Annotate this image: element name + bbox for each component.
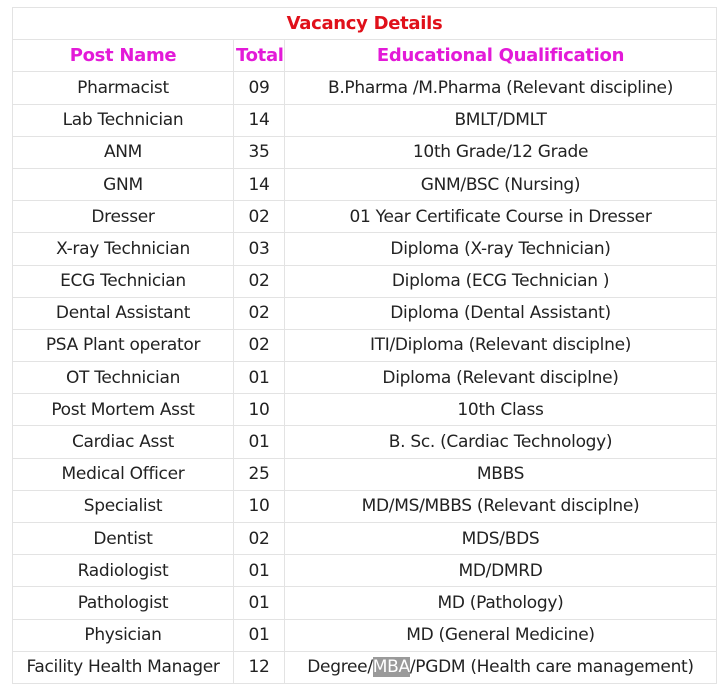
qualification-cell: B. Sc. (Cardiac Technology) — [285, 426, 717, 458]
qualification-cell: B.Pharma /M.Pharma (Relevant discipline) — [285, 72, 717, 104]
post-name-cell: Pathologist — [13, 587, 234, 619]
table-row — [13, 72, 717, 104]
total-cell: 10 — [234, 394, 285, 426]
qualification-text-part: Degree/ — [307, 657, 373, 678]
total-cell: 02 — [234, 201, 285, 233]
post-name-cell: Dresser — [13, 201, 234, 233]
qualification-text-part: /PGDM (Health care management) — [409, 657, 694, 678]
post-name-cell: Radiologist — [13, 555, 234, 587]
header-qualification: Educational Qualification — [285, 40, 717, 72]
table-row — [13, 651, 717, 683]
post-name-cell: Specialist — [13, 490, 234, 522]
total-cell: 09 — [234, 72, 285, 104]
qualification-cell: BMLT/DMLT — [285, 104, 717, 136]
total-cell: 25 — [234, 458, 285, 490]
total-cell: 02 — [234, 523, 285, 555]
post-name-cell: X-ray Technician — [13, 233, 234, 265]
qualification-cell: MD/MS/MBBS (Relevant disciplne) — [285, 490, 717, 522]
qualification-cell: ITI/Diploma (Relevant disciplne) — [285, 329, 717, 361]
table-row — [13, 587, 717, 619]
qualification-cell: Diploma (ECG Technician ) — [285, 265, 717, 297]
header-row — [13, 40, 717, 72]
table-row — [13, 394, 717, 426]
post-name-cell: Physician — [13, 619, 234, 651]
table-row — [13, 104, 717, 136]
table-row — [13, 168, 717, 200]
table-row — [13, 523, 717, 555]
total-cell: 35 — [234, 136, 285, 168]
post-name-cell: ANM — [13, 136, 234, 168]
table-row — [13, 329, 717, 361]
post-name-cell: Post Mortem Asst — [13, 394, 234, 426]
total-cell: 10 — [234, 490, 285, 522]
table-row — [13, 265, 717, 297]
total-cell: 12 — [234, 651, 285, 683]
qualification-cell: 10th Grade/12 Grade — [285, 136, 717, 168]
total-cell: 02 — [234, 265, 285, 297]
title-row — [13, 8, 717, 40]
post-name-cell: Medical Officer — [13, 458, 234, 490]
post-name-cell: Lab Technician — [13, 104, 234, 136]
table-row — [13, 136, 717, 168]
qualification-cell: GNM/BSC (Nursing) — [285, 168, 717, 200]
total-cell: 02 — [234, 297, 285, 329]
qualification-cell: MBBS — [285, 458, 717, 490]
table-title: Vacancy Details — [13, 8, 717, 40]
qualification-cell: MD (General Medicine) — [285, 619, 717, 651]
table-row — [13, 619, 717, 651]
post-name-cell: Pharmacist — [13, 72, 234, 104]
total-cell: 01 — [234, 587, 285, 619]
table-row — [13, 233, 717, 265]
vacancy-table — [12, 7, 717, 684]
table-row — [13, 458, 717, 490]
post-name-cell: GNM — [13, 168, 234, 200]
post-name-cell: Dentist — [13, 523, 234, 555]
total-cell: 14 — [234, 104, 285, 136]
total-cell: 03 — [234, 233, 285, 265]
total-cell: 01 — [234, 619, 285, 651]
qualification-cell: Diploma (X-ray Technician) — [285, 233, 717, 265]
table-row — [13, 362, 717, 394]
post-name-cell: Facility Health Manager — [13, 651, 234, 683]
post-name-cell: ECG Technician — [13, 265, 234, 297]
table-row — [13, 555, 717, 587]
total-cell: 01 — [234, 362, 285, 394]
qualification-cell: Diploma (Dental Assistant) — [285, 297, 717, 329]
post-name-cell: PSA Plant operator — [13, 329, 234, 361]
qualification-cell: MDS/BDS — [285, 523, 717, 555]
selected-text-highlight[interactable]: MBA — [372, 657, 410, 678]
qualification-cell: 10th Class — [285, 394, 717, 426]
post-name-cell: OT Technician — [13, 362, 234, 394]
total-cell: 01 — [234, 555, 285, 587]
header-post-name: Post Name — [13, 40, 234, 72]
qualification-cell — [285, 651, 717, 683]
post-name-cell: Dental Assistant — [13, 297, 234, 329]
post-name-cell: Cardiac Asst — [13, 426, 234, 458]
total-cell: 02 — [234, 329, 285, 361]
table-row — [13, 297, 717, 329]
qualification-cell: Diploma (Relevant disciplne) — [285, 362, 717, 394]
qualification-cell: MD/DMRD — [285, 555, 717, 587]
qualification-cell: MD (Pathology) — [285, 587, 717, 619]
total-cell: 14 — [234, 168, 285, 200]
table-row — [13, 426, 717, 458]
table-row — [13, 490, 717, 522]
header-total: Total — [234, 40, 285, 72]
table-row — [13, 201, 717, 233]
qualification-cell: 01 Year Certificate Course in Dresser — [285, 201, 717, 233]
total-cell: 01 — [234, 426, 285, 458]
